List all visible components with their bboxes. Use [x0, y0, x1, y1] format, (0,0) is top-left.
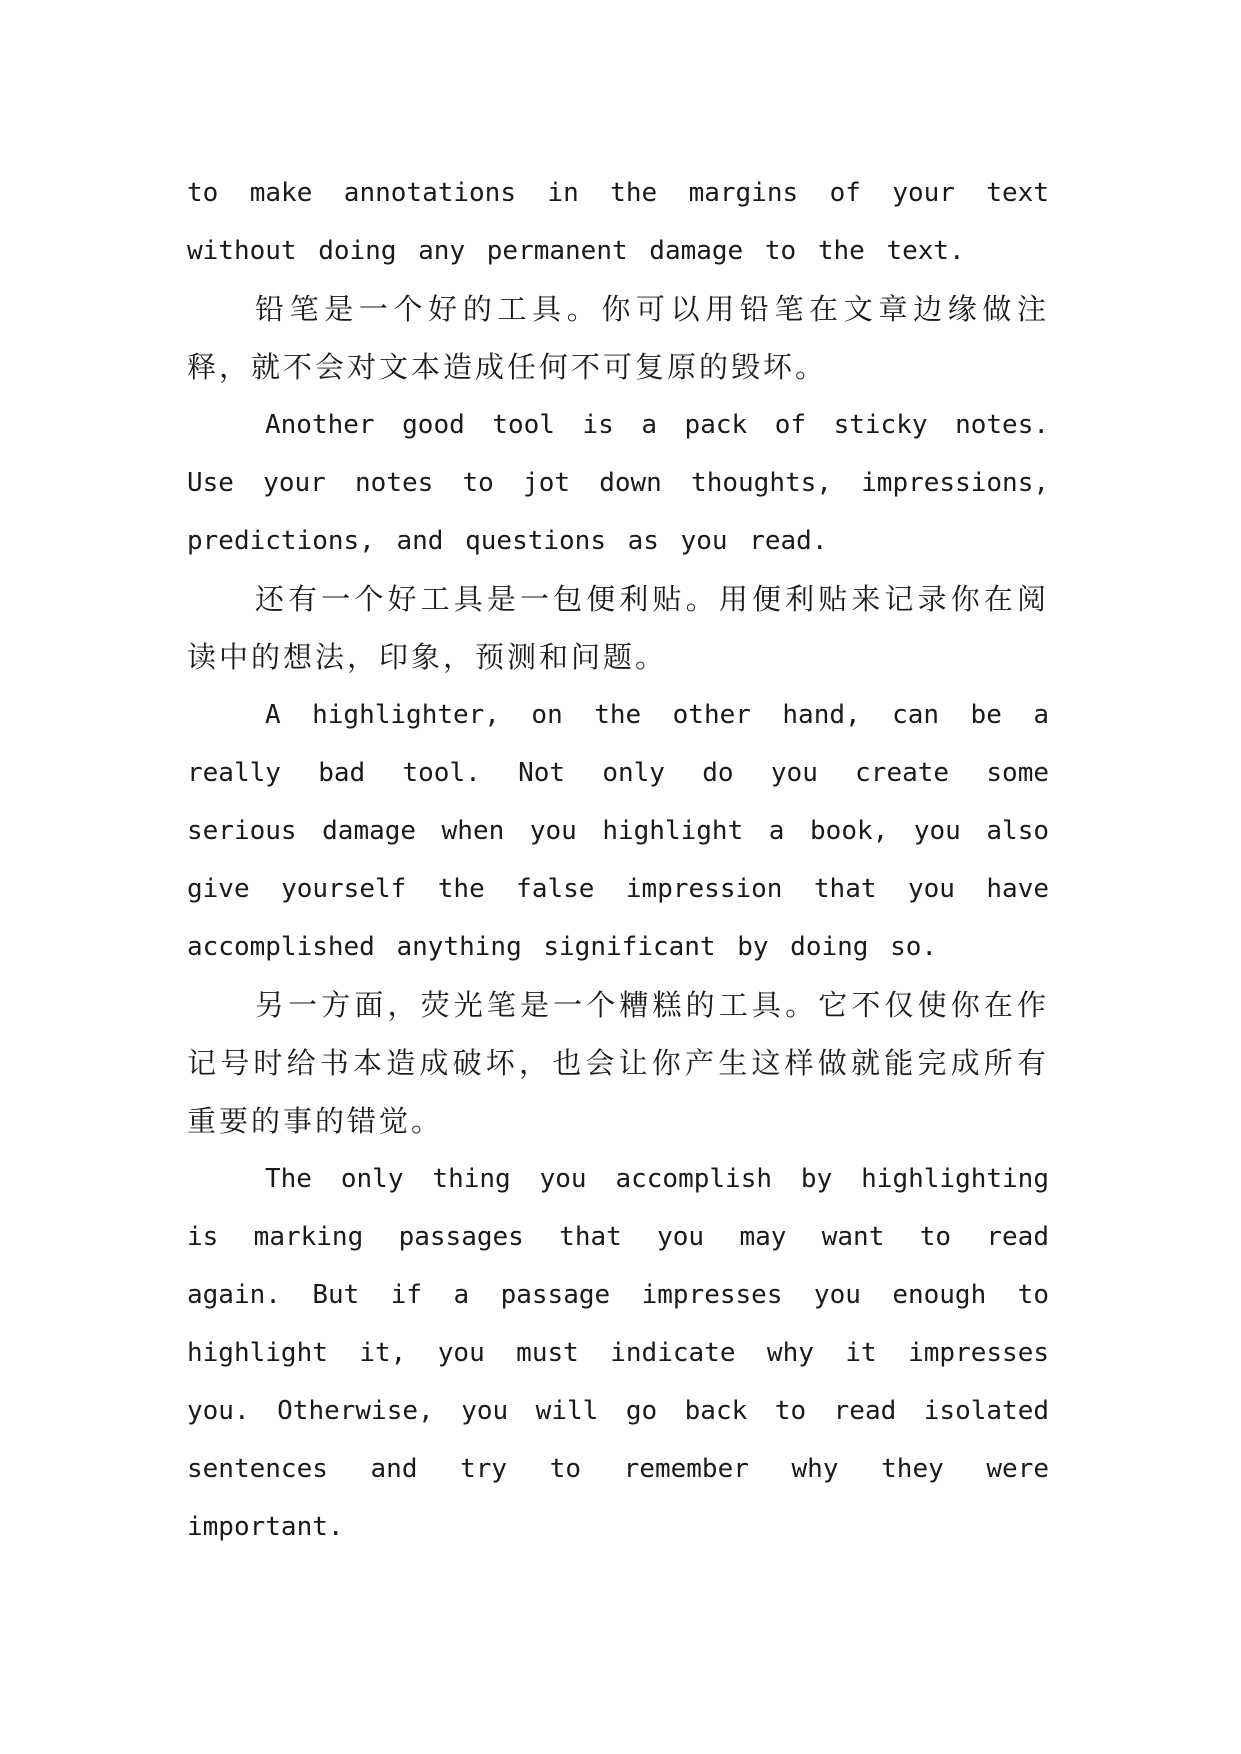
- paragraph-chinese-1: 铅笔是一个好的工具。你可以用铅笔在文章边缘做注释，就不会对文本造成任何不可复原的毁坏。: [187, 292, 1049, 384]
- document-body: [187, 164, 1049, 1556]
- paragraph-english-2: Another good tool is a pack of sticky notes. Use your notes to jot down thoughts, impressions, predictions, and questions as you read.: [187, 410, 1049, 556]
- paragraph-english-3: A highlighter, on the other hand, can be a really bad tool. Not only do you create some serious damage when you highlight a book, you also give yourself the false impression that you have accomplished anything significant by doing so.: [187, 700, 1049, 962]
- paragraph-english-1: to make annotations in the margins of your text without doing any permanent damage to the text.: [187, 178, 1049, 266]
- paragraph-english-4: The only thing you accomplish by highlighting is marking passages that you may want to read again. But if a passage impresses you enough to highlight it, you must indicate why it impresses you. Otherwise, you will go back to read isolated sentences and try to remember why they were important.: [187, 1164, 1049, 1542]
- paragraph-chinese-2: 还有一个好工具是一包便利贴。用便利贴来记录你在阅读中的想法，印象，预测和问题。: [187, 582, 1049, 674]
- paragraph-chinese-3: 另一方面，荧光笔是一个糟糕的工具。它不仅使你在作记号时给书本造成破坏，也会让你产生这样做就能完成所有重要的事的错觉。: [187, 988, 1049, 1138]
